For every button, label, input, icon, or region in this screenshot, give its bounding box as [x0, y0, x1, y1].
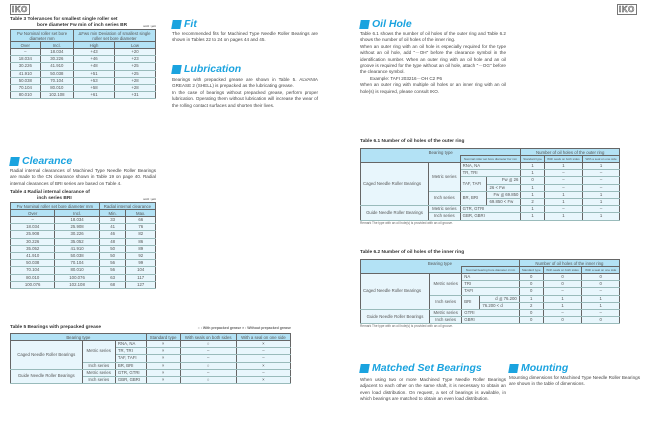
table-cell: 25.908 — [11, 231, 55, 238]
table-cell: Metric series — [430, 274, 462, 296]
table-cell: Caged Needle Roller Bearings — [11, 341, 83, 370]
table-cell: GBR, GBRI — [115, 377, 146, 384]
table-header-cell: With seals on both sides — [543, 267, 582, 274]
table-header-cell: With a seal on one side — [583, 156, 620, 163]
table-cell: 35.052 — [11, 245, 55, 252]
table-cell: 0 — [521, 177, 544, 184]
table-cell: 76 — [126, 224, 156, 231]
table-cell: Inch series — [430, 295, 462, 309]
table-cell: TR, TRI — [115, 348, 146, 355]
table-cell: BR, BRI — [460, 191, 487, 205]
table-row — [11, 231, 156, 238]
table-cell: – — [180, 348, 236, 355]
table-cell: 30.226 — [11, 63, 41, 70]
table-row — [11, 77, 156, 84]
table-cell: TR, TRI — [460, 170, 521, 177]
table-header-cell: Bearing type — [361, 260, 520, 267]
table-cell: +46 — [74, 56, 115, 63]
table-cell: × — [146, 369, 180, 376]
table-row — [11, 245, 156, 252]
table-cell: 1 — [583, 163, 620, 170]
table-cell: 41 — [99, 224, 126, 231]
table-row — [11, 224, 156, 231]
table-header-cell — [361, 267, 462, 274]
fit-text: The recommended fits for Machined Type Needle Roller Bearings are shown in Tables 22 to 24 on pages 44 and 45. — [172, 31, 318, 43]
table-cell: 70.104 — [11, 85, 41, 92]
table-cell: – — [583, 170, 620, 177]
matched-heading: Matched Set Bearings — [360, 362, 482, 374]
table-cell: 63 — [99, 274, 126, 281]
table-cell: +58 — [74, 85, 115, 92]
table-cell: 0 — [582, 317, 620, 324]
table-header-cell: Nominal bearing bore diameter d mm — [462, 267, 520, 274]
table-cell: 1 — [521, 163, 544, 170]
table-cell: 1 — [519, 295, 543, 302]
table-header-cell: High — [74, 42, 115, 49]
table5-title: Table 5 Bearings with prepacked grease — [10, 325, 102, 330]
table-cell: +43 — [74, 49, 115, 56]
table-row — [11, 369, 291, 376]
table-header-row — [11, 203, 156, 210]
table-cell: +31 — [115, 92, 156, 99]
table-cell: – — [544, 177, 582, 184]
table-cell: GBR, GBRI — [460, 213, 521, 220]
table-cell: 1 — [544, 191, 582, 198]
table-cell: BR, BRI — [115, 362, 146, 369]
table-cell: Inch series — [428, 191, 460, 205]
table-cell: 70.104 — [40, 77, 73, 84]
table-cell: 1 — [521, 170, 544, 177]
table-cell: – — [544, 184, 582, 191]
table-cell: × — [146, 348, 180, 355]
table-header-cell: Low — [115, 42, 156, 49]
table-cell: Inch series — [82, 377, 115, 384]
table-cell: GTR, GTRI — [460, 206, 521, 213]
table-cell: 82 — [126, 231, 156, 238]
table-cell: – — [582, 288, 620, 295]
table-cell: ○ — [180, 341, 236, 348]
heading-square-icon — [508, 364, 519, 373]
table4 — [10, 202, 156, 289]
table-header-row — [361, 149, 620, 156]
lubrication-text: Bearings with prepacked grease are shown in Table 5. ALVANIA GREASE 2 (SHELL) is prepacked as the lubricating grease. In the case of bearings without prepacked grease, perform proper lubrication. Operating them without lubrication will increase the wear of the rolling contact surfaces and shorten their lives. — [172, 77, 318, 108]
table-cell: GTR, GTRI — [115, 369, 146, 376]
table-header-cell: Standard type — [519, 267, 543, 274]
table-cell: 0 — [543, 274, 582, 281]
table-cell: 102.108 — [40, 92, 73, 99]
mounting-heading: Mounting — [509, 362, 568, 374]
table-cell: × — [146, 362, 180, 369]
table-cell: 76.200 < d — [480, 302, 519, 309]
iko-logo-left: IKO — [12, 5, 28, 14]
table-header-cell: With seals on both sides — [180, 334, 236, 341]
clearance-text: Radial internal clearances of Machined Type Needle Roller Bearings are made to the CN clearance shown in Table 19 on page 40. Radial internal clearances of BRI series are based on Table 4. — [10, 168, 156, 186]
table-header-row — [361, 156, 620, 163]
table-cell: +51 — [74, 70, 115, 77]
table-row — [11, 63, 156, 70]
table3 — [10, 29, 156, 99]
table-cell: – — [11, 217, 55, 224]
table-cell: 68 — [99, 281, 126, 288]
mounting-text: Mounting dimensions for Machined Type Needle Roller Bearings are shown in the table of dimensions. — [509, 375, 640, 387]
table-cell: Fw ≦ 69.850 — [487, 191, 521, 198]
table-cell: TAF, TAFI — [460, 177, 487, 191]
table-cell: 70.104 — [11, 267, 55, 274]
table-cell: 41.910 — [11, 253, 55, 260]
table-cell: 0 — [519, 317, 543, 324]
table-cell: +23 — [115, 56, 156, 63]
table-row — [11, 341, 291, 348]
table-cell: 117 — [126, 274, 156, 281]
table-cell: 46 — [99, 231, 126, 238]
table5-legend: ○ : With prepacked grease × : Without prepacked grease — [197, 326, 291, 330]
table-cell: 92 — [126, 253, 156, 260]
table-header-cell — [361, 156, 461, 163]
table-cell: 33 — [99, 217, 126, 224]
table-cell: Inch series — [82, 362, 115, 369]
table-header-cell: Max. — [126, 210, 156, 217]
table-cell: ○ — [180, 362, 236, 369]
table-cell: +48 — [74, 63, 115, 70]
table-cell: × — [146, 355, 180, 362]
table-cell: GBRI — [462, 317, 520, 324]
table-row — [11, 238, 156, 245]
table-cell: 50 — [99, 253, 126, 260]
table-header-cell: Fw Nominal roller set bore diameter mm — [11, 30, 74, 42]
table-cell: 0 — [519, 274, 543, 281]
table62-block — [360, 250, 620, 328]
table-cell: 1 — [521, 184, 544, 191]
table-cell: 1 — [521, 206, 544, 213]
table-cell: Metric series — [82, 341, 115, 363]
table-header-cell: Radial internal clearance — [99, 203, 155, 210]
table62-remark: Remark The type with an oil hole(s) is provided with an oil groove. — [360, 324, 453, 329]
table-cell: 70.104 — [55, 260, 99, 267]
table-cell: 50.038 — [55, 253, 99, 260]
table-cell: 56 — [99, 267, 126, 274]
table-cell: TAFI — [462, 288, 520, 295]
table-header-cell: Bearing type — [11, 334, 147, 341]
table-cell: 18.034 — [11, 56, 41, 63]
table-cell: 0 — [519, 281, 543, 288]
table62-title: Table 6.2 Number of oil holes of the inner ring — [360, 250, 465, 255]
table-cell: d ≦ 76.200 — [480, 295, 519, 302]
table4-unit: unit : μm — [143, 197, 156, 201]
table-row — [361, 310, 620, 317]
table-header-row — [11, 334, 291, 341]
table-row — [11, 49, 156, 56]
heading-square-icon — [359, 364, 370, 373]
table-cell: 50.038 — [40, 70, 73, 77]
table-row — [11, 281, 156, 288]
table-header-row — [361, 260, 620, 267]
table-cell: 1 — [582, 302, 620, 309]
table-cell: +25 — [115, 70, 156, 77]
table-cell: 41.910 — [40, 63, 73, 70]
table-cell: – — [544, 170, 582, 177]
table-cell: BRI — [462, 295, 480, 309]
table-cell: 41.910 — [55, 245, 99, 252]
iko-logo-right: IKO — [619, 5, 635, 14]
table-cell: – — [180, 355, 236, 362]
table-header-row — [11, 30, 156, 42]
table-cell: TRI — [462, 281, 520, 288]
table61-block — [360, 139, 620, 225]
table-cell: 127 — [126, 281, 156, 288]
table-cell: 1 — [521, 191, 544, 198]
table-cell: – — [583, 184, 620, 191]
table4-block — [10, 190, 156, 289]
table-cell: 99 — [126, 260, 156, 267]
table-header-cell: With a seal on one side — [236, 334, 290, 341]
oil-hole-heading: Oil Hole — [360, 18, 412, 30]
table-cell: – — [543, 288, 582, 295]
table-cell: 50.038 — [11, 260, 55, 267]
table-header-cell: Standard type — [521, 156, 544, 163]
table-cell: +61 — [74, 92, 115, 99]
table-header-cell: Over — [11, 210, 55, 217]
table-cell: 0 — [543, 281, 582, 288]
table-cell: 18.034 — [11, 224, 55, 231]
table-cell: 0 — [582, 274, 620, 281]
table-cell: 25.908 — [55, 224, 99, 231]
table-cell: 18.034 — [40, 49, 73, 56]
table-row — [361, 163, 620, 170]
table-cell: ○ — [180, 377, 236, 384]
table-cell: × — [146, 377, 180, 384]
table-row — [11, 267, 156, 274]
table-cell: 1 — [544, 199, 582, 206]
heading-square-icon — [171, 20, 182, 29]
table-header-cell: With a seal on one side — [582, 267, 620, 274]
table-cell: Inch series — [428, 213, 460, 220]
table-cell: – — [11, 49, 41, 56]
table-cell: 100.076 — [11, 281, 55, 288]
table-cell: 100.076 — [55, 274, 99, 281]
table-row — [11, 274, 156, 281]
table-header-cell: Incl. — [40, 42, 73, 49]
table61 — [360, 148, 620, 221]
table-cell: Metric series — [428, 206, 460, 213]
lubrication-heading: Lubrication — [172, 63, 241, 75]
fit-heading: Fit — [172, 18, 197, 30]
table-cell: 80.010 — [40, 85, 73, 92]
table-cell: 80.010 — [55, 267, 99, 274]
table-header-cell: Nominal roller set bore diameter Fw mm — [460, 156, 521, 163]
table-cell: 2 — [521, 199, 544, 206]
clearance-heading: Clearance — [10, 155, 72, 167]
table-cell: 80.010 — [11, 274, 55, 281]
table-cell: 1 — [582, 295, 620, 302]
table-cell: – — [543, 310, 582, 317]
table-cell: Fw ≦ 26 — [487, 177, 521, 184]
table-header-cell: Fw Nominal roller set bore diameter mm — [11, 203, 100, 210]
table61-title: Table 6.1 Number of oil holes of the outer ring — [360, 139, 465, 144]
table-cell: 30.226 — [55, 231, 99, 238]
table-cell: – — [236, 369, 290, 376]
table-header-cell: Number of oil holes of the outer ring — [521, 149, 620, 156]
table-row — [361, 274, 620, 281]
table5-block — [10, 325, 291, 384]
table-cell: 50.038 — [11, 77, 41, 84]
oil-hole-text: Table 6.1 shows the number of oil holes of the outer ring and Table 6.2 shows the number of oil holes of the inner ring. When an outer ring with an oil hole is especially required for the type without an oil hole, add "－OH" before the clearance symbol in the identification number. When an outer ring with an oil hole and an oil groove is required for the type without an oil hole, attach "－OG" before the clearance symbol. Example: TAFI 203216－OH C2 P6 When an outer ring with multiple oil holes or an inner ring with an oil hole(s) is required, please consult IKO. — [360, 31, 506, 94]
table-cell: 1 — [544, 163, 582, 170]
table-cell: 69.850 < Fw — [487, 199, 521, 206]
table-cell: 50 — [99, 245, 126, 252]
table-header-cell: With seals on both sides — [544, 156, 582, 163]
table-cell: 30.226 — [11, 238, 55, 245]
table-cell: Inch series — [430, 317, 462, 324]
table-cell: 35.052 — [55, 238, 99, 245]
heading-square-icon — [9, 157, 20, 166]
table-row — [11, 85, 156, 92]
table-cell: +28 — [115, 85, 156, 92]
table-cell: 0 — [582, 281, 620, 288]
table-header-cell: Number of oil holes of the inner ring — [519, 260, 619, 267]
table-cell: 1 — [521, 213, 544, 220]
table-cell: TAF, TAFI — [115, 355, 146, 362]
table-header-cell: Incl. — [55, 210, 99, 217]
heading-square-icon — [359, 20, 370, 29]
table-cell: 56 — [99, 260, 126, 267]
table-header-cell: Over — [11, 42, 41, 49]
table-cell: 48 — [99, 238, 126, 245]
table-cell: 102.108 — [55, 281, 99, 288]
table-cell: 1 — [543, 295, 582, 302]
table4-title-2: inch series BRI — [37, 196, 72, 201]
table-cell: – — [180, 369, 236, 376]
table-row — [11, 253, 156, 260]
table-cell: RNA, NA — [115, 341, 146, 348]
table-cell: Caged Needle Roller Bearings — [361, 163, 429, 206]
table-cell: Metric series — [428, 163, 460, 192]
table5 — [10, 333, 291, 384]
table-header-row — [11, 42, 156, 49]
matched-text: When using two or more Machined Type Needle Roller Bearings adjacent to each other on the same shaft, it is necessary to obtain an even load distribution. On request, a set of bearings is available, in which bearings are matched to obtain an even load distribution. — [360, 377, 506, 402]
table-cell: Metric series — [430, 310, 462, 317]
table-cell: 89 — [126, 245, 156, 252]
table-cell: 41.910 — [11, 70, 41, 77]
table3-block — [10, 17, 156, 99]
table-header-row — [361, 267, 620, 274]
table-cell: – — [236, 348, 290, 355]
table-cell: × — [146, 341, 180, 348]
table-cell: – — [544, 206, 582, 213]
table-cell: Caged Needle Roller Bearings — [361, 274, 430, 310]
table-cell: – — [582, 310, 620, 317]
table-cell: Metric series — [82, 369, 115, 376]
table-cell: 1 — [583, 199, 620, 206]
table-cell: Guide Needle Roller Bearings — [361, 310, 430, 324]
table3-title: Table 3 Tolerances for smallest single roller set — [10, 17, 118, 22]
table-cell: 0 — [543, 317, 582, 324]
table-cell: +20 — [115, 49, 156, 56]
table3-title-2: bore diameter Fw min of inch series BR — [37, 23, 128, 28]
table-cell: 66 — [126, 217, 156, 224]
table-cell: – — [583, 206, 620, 213]
table-header-cell: Standard type — [146, 334, 180, 341]
table3-unit: unit : μm — [143, 24, 156, 28]
table-cell: 1 — [583, 213, 620, 220]
table-cell: 1 — [543, 302, 582, 309]
table-cell: 0 — [519, 288, 543, 295]
table-cell: 26 < Fw — [487, 184, 521, 191]
table-header-cell: Bearing type — [361, 149, 521, 156]
table-header-row — [11, 210, 156, 217]
table-cell: NA — [462, 274, 520, 281]
table-cell: RNA, NA — [460, 163, 521, 170]
table-cell: 1 — [544, 213, 582, 220]
table-cell: +53 — [74, 77, 115, 84]
table-row — [11, 56, 156, 63]
table62 — [360, 259, 620, 324]
table-cell: – — [583, 177, 620, 184]
table-cell: 2 — [519, 302, 543, 309]
table-header-cell: ΔFws min Deviation of smallest single roller set bore diameter — [74, 30, 156, 42]
table-row — [11, 217, 156, 224]
table-cell: – — [236, 355, 290, 362]
table-row — [11, 70, 156, 77]
table-cell: × — [236, 377, 290, 384]
table-cell: 104 — [126, 267, 156, 274]
table-cell: 1 — [583, 191, 620, 198]
table-cell: 86 — [126, 238, 156, 245]
table-cell: +25 — [115, 63, 156, 70]
table-cell: 30.226 — [40, 56, 73, 63]
table-cell: × — [236, 362, 290, 369]
table-header-cell: Min. — [99, 210, 126, 217]
table4-title: Table 4 Radial internal clearance of — [10, 190, 90, 195]
table-cell: 80.010 — [11, 92, 41, 99]
table-cell: Guide Needle Roller Bearings — [11, 369, 83, 383]
table-cell: Guide Needle Roller Bearings — [361, 206, 429, 220]
table-cell: × — [236, 341, 290, 348]
table-cell: +28 — [115, 77, 156, 84]
table-cell: GTRI — [462, 310, 520, 317]
table-row — [11, 260, 156, 267]
table61-remark: Remark The type with an oil hole(s) is provided with an oil groove. — [360, 220, 453, 225]
table-cell: 18.034 — [55, 217, 99, 224]
heading-square-icon — [171, 65, 182, 74]
table-row — [361, 206, 620, 213]
table-cell: 0 — [519, 310, 543, 317]
table-row — [11, 92, 156, 99]
